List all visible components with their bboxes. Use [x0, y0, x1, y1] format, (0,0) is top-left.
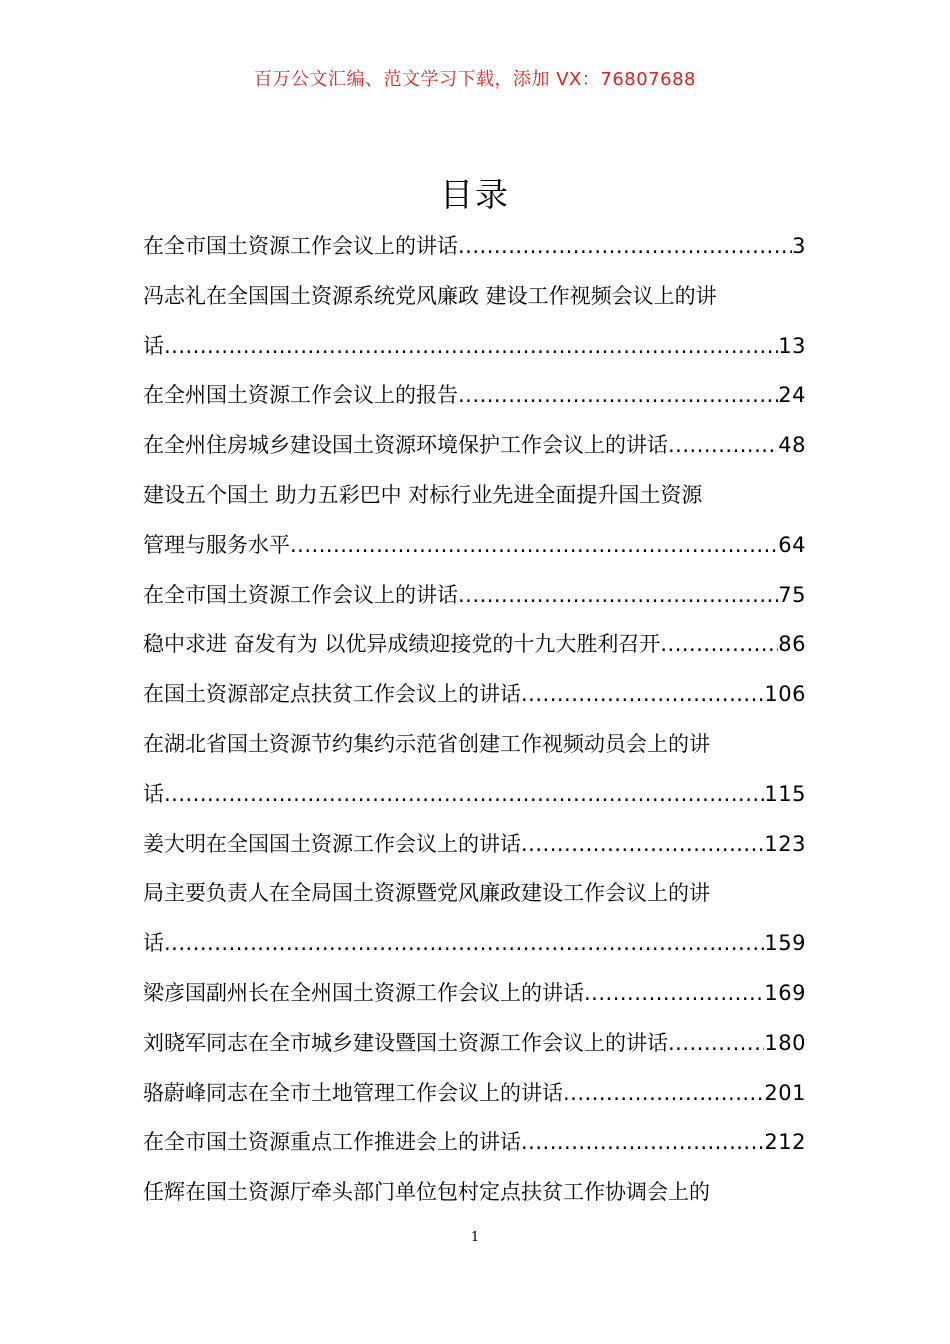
dot-leader: [521, 670, 764, 720]
toc-entry[interactable]: [143, 371, 806, 421]
toc-entry-page: 106: [764, 682, 806, 707]
toc-entry[interactable]: [143, 1069, 806, 1119]
dot-leader: [521, 820, 764, 870]
toc-entry-title: 梁彦国副州长在全州国土资源工作会议上的讲话: [143, 980, 584, 1005]
toc-entry-title-line[interactable]: 在湖北省国土资源节约集约示范省创建工作视频动员会上的讲: [143, 731, 710, 756]
dot-leader: [458, 222, 792, 272]
table-of-contents: [143, 222, 806, 1218]
toc-entry[interactable]: [143, 521, 806, 571]
dot-leader: [458, 371, 778, 421]
toc-entry-title: 在全市国土资源重点工作推进会上的讲话: [143, 1130, 521, 1155]
toc-entry-page: 159: [764, 931, 806, 956]
toc-entry-title: 在国土资源部定点扶贫工作会议上的讲话: [143, 682, 521, 707]
dot-leader: [668, 1019, 764, 1069]
toc-title: 目录: [440, 175, 510, 214]
toc-entry[interactable]: [143, 1019, 806, 1069]
toc-entry[interactable]: [143, 670, 806, 720]
toc-entry-title-line[interactable]: 局主要负责人在全局国土资源暨党风廉政建设工作会议上的讲: [143, 881, 710, 906]
toc-entry-title: 在全州住房城乡建设国土资源环境保护工作会议上的讲话: [143, 433, 668, 458]
dot-leader: [290, 521, 778, 571]
toc-entry-title-line[interactable]: 冯志礼在全国国土资源系统党风廉政 建设工作视频会议上的讲: [143, 283, 717, 308]
toc-entry-page: 180: [764, 1030, 806, 1055]
toc-entry[interactable]: [143, 322, 806, 372]
dot-leader: [584, 969, 764, 1019]
toc-entry[interactable]: [143, 421, 806, 471]
toc-entry[interactable]: [143, 222, 806, 272]
toc-entry-title: 刘晓军同志在全市城乡建设暨国土资源工作会议上的讲话: [143, 1030, 668, 1055]
dot-leader: [164, 770, 764, 820]
toc-entry-title-line[interactable]: 建设五个国土 助力五彩巴中 对标行业先进全面提升国土资源: [143, 482, 703, 507]
toc-entry[interactable]: [143, 1118, 806, 1168]
toc-entry-title-line[interactable]: 任辉在国土资源厅牵头部门单位包村定点扶贫工作协调会上的: [143, 1180, 710, 1205]
dot-leader: [668, 421, 778, 471]
dot-leader: [458, 571, 778, 621]
toc-entry[interactable]: [143, 919, 806, 969]
toc-entry-page: 169: [764, 980, 806, 1005]
toc-entry[interactable]: [143, 620, 806, 670]
toc-entry-title: 管理与服务水平: [143, 532, 290, 557]
toc-entry-title: 在全市国土资源工作会议上的讲话: [143, 234, 458, 258]
page-number: 1: [470, 1230, 480, 1245]
toc-entry[interactable]: [143, 969, 806, 1019]
dot-leader: [164, 322, 778, 372]
toc-entry-title: 稳中求进 奋发有为 以优异成绩迎接党的十九大胜利召开: [143, 632, 661, 657]
dot-leader: [660, 620, 778, 670]
toc-entry-title: 骆蔚峰同志在全市土地管理工作会议上的讲话: [143, 1080, 563, 1105]
toc-entry-page: 13: [778, 333, 806, 358]
toc-entry-page: 75: [778, 582, 806, 607]
toc-entry[interactable]: [143, 820, 806, 870]
toc-entry-page: 86: [778, 632, 806, 657]
toc-entry-title: 姜大明在全国国土资源工作会议上的讲话: [143, 831, 521, 856]
toc-entry[interactable]: [143, 571, 806, 621]
toc-entry-page: 3: [792, 234, 806, 258]
toc-entry-page: 212: [764, 1130, 806, 1155]
header-note: 百万公文汇编、范文学习下载，添加 VX：76807688: [254, 69, 696, 90]
toc-entry-title: 话: [143, 931, 164, 956]
toc-entry-title: 话: [143, 781, 164, 806]
toc-entry-page: 24: [778, 383, 806, 408]
toc-entry-title: 在全市国土资源工作会议上的讲话: [143, 582, 458, 607]
toc-entry-page: 123: [764, 831, 806, 856]
toc-entry-page: 201: [764, 1080, 806, 1105]
dot-leader: [521, 1118, 764, 1168]
toc-entry-page: 48: [778, 433, 806, 458]
toc-entry-page: 64: [778, 532, 806, 557]
toc-entry[interactable]: [143, 770, 806, 820]
toc-entry-page: 115: [764, 781, 806, 806]
dot-leader: [563, 1069, 764, 1119]
dot-leader: [164, 919, 764, 969]
toc-entry-title: 在全州国土资源工作会议上的报告: [143, 383, 458, 408]
toc-entry-title: 话: [143, 333, 164, 358]
